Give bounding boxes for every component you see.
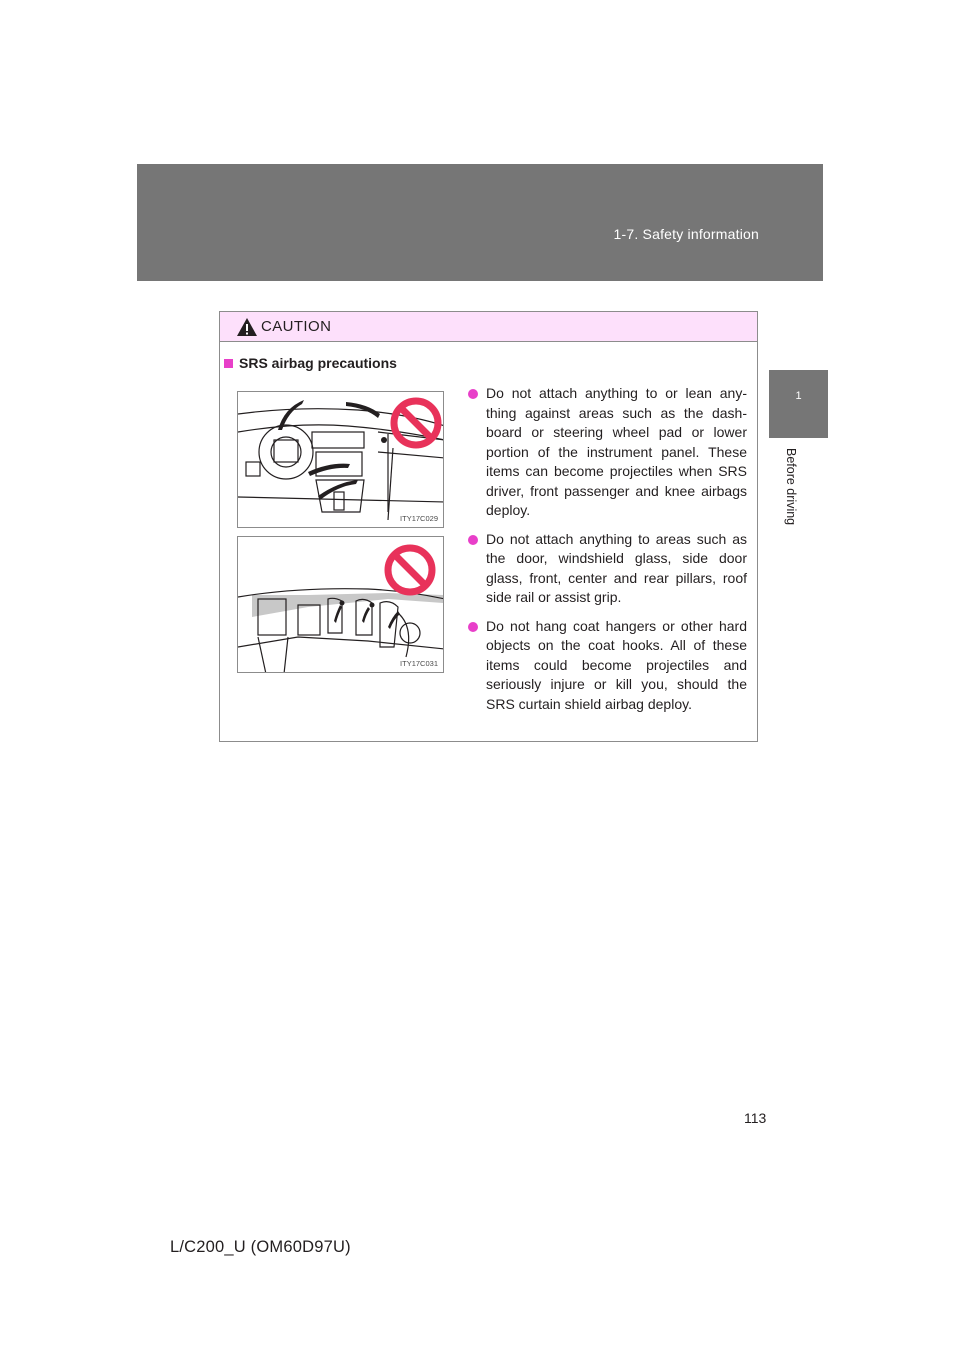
warning-triangle-icon [236,317,258,337]
cabin-interior-illustration [237,536,444,673]
bullet-text: Do not attach anything to or lean any-thing against areas such as the dash-board or steering wheel pad or lower portion of the instrument panel. These items can become projectiles when SRS driver, front passenger and knee airbags deploy. [486,385,747,518]
chapter-label: Before driving [784,448,798,526]
figure-code: ITY17C031 [400,659,438,668]
section-title: 1-7. Safety information [613,226,759,242]
cabin-drawing [238,537,444,673]
caution-label: CAUTION [261,318,332,335]
prohibition-sign-icon [394,401,438,445]
bullet-dot-icon [468,622,478,632]
bullet-text: Do not attach anything to areas such as the door, windshield glass, side door glass, front, center and rear pillars, roof side rail or assist grip. [486,530,747,605]
bullet-item [467,384,747,521]
caution-header [220,312,757,342]
chapter-tab[interactable] [769,370,828,438]
header-band [137,164,823,281]
square-bullet-icon [224,359,233,368]
bullet-item [467,617,747,715]
figure-code: ITY17C029 [400,514,438,523]
chapter-label-container [771,448,825,568]
subheading-text: SRS airbag precautions [239,355,397,371]
page-number: 113 [744,1110,767,1126]
caution-bullets [467,384,747,723]
dashboard-drawing [238,392,444,528]
prohibition-sign-icon [388,548,432,592]
model-code: L/C200_U (OM60D97U) [170,1238,351,1256]
dashboard-illustration [237,391,444,528]
subheading [224,355,397,371]
bullet-dot-icon [468,535,478,545]
bullet-item [467,530,747,608]
chapter-number: 1 [795,390,802,402]
bullet-text: Do not hang coat hangers or other hard objects on the coat hooks. All of these items could become projectiles and seriously injure or kill you, should the SRS curtain shield airbag deploy. [486,617,747,712]
caution-box [219,311,758,742]
bullet-dot-icon [468,389,478,399]
